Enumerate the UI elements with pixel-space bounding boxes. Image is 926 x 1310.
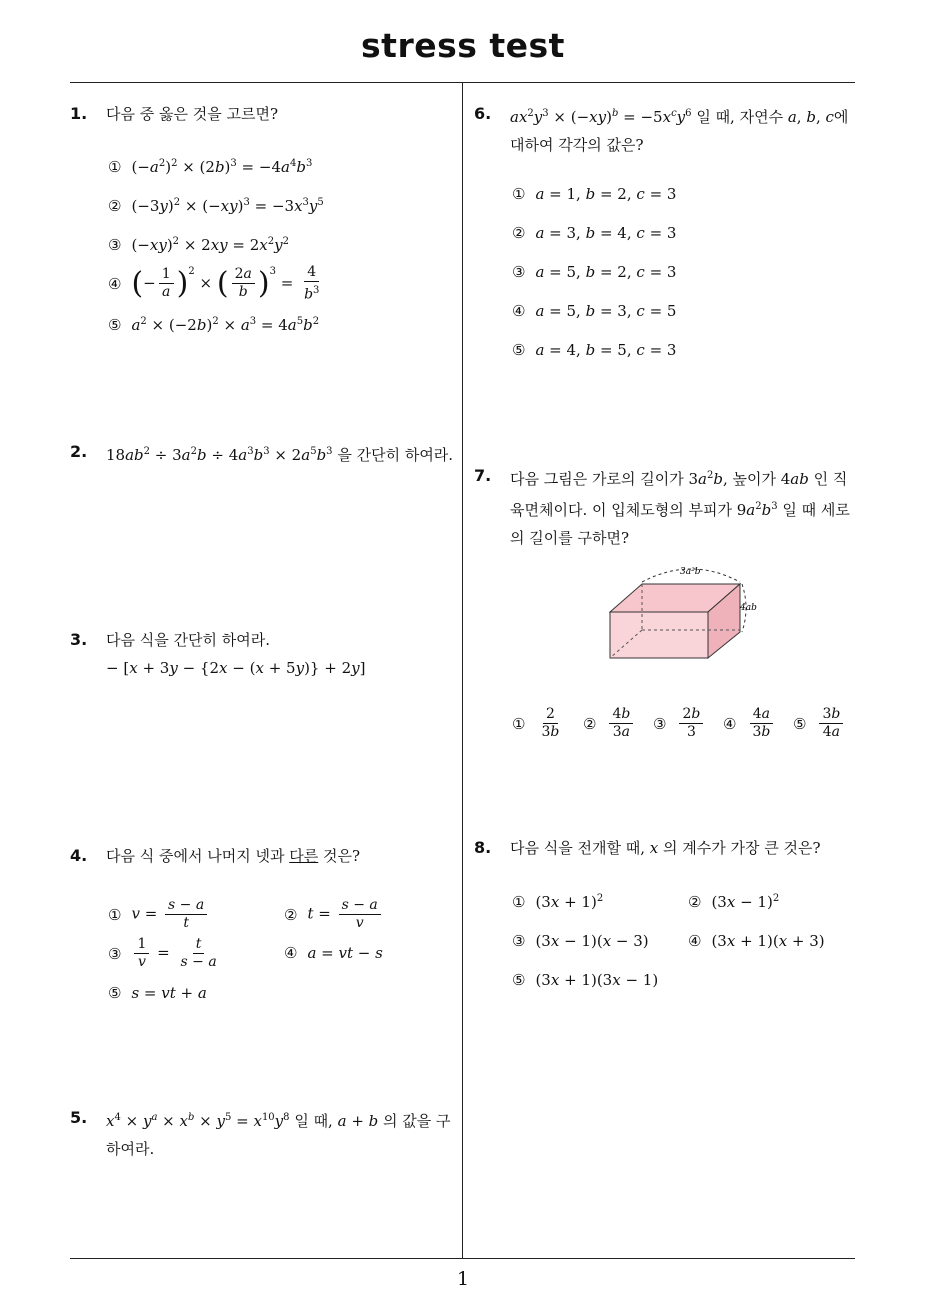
q6-option-2[interactable]: ② a = 3, b = 4, c = 3 (512, 224, 677, 242)
figure-label-length: 3a²b (680, 567, 701, 577)
q4-option-5[interactable]: ⑤ s = vt + a (108, 984, 207, 1002)
q6-option-3[interactable]: ③ a = 5, b = 2, c = 3 (512, 263, 677, 281)
question-number: 1. (70, 104, 88, 123)
question-number: 5. (70, 1108, 88, 1127)
page-title: stress test (361, 26, 565, 65)
figure-label-height: 4ab (740, 603, 757, 613)
q8-option-4[interactable]: ④ (3x + 1)(x + 3) (688, 932, 825, 950)
q4-option-3[interactable]: ③ $\frac{1}{v}$ = $\frac{t}{s - a}$ (108, 936, 217, 970)
question-stem: 다음 중 옳은 것을 고르면? (106, 105, 279, 123)
question-stem: $x^4 \times y^a \times x^b \times y^5 = x^{10}y^8$ 일 때, a + b 의 값을 구하여라. (106, 1112, 451, 1158)
column-divider (462, 83, 463, 1258)
question-stem: $ax^2y^3 \times (-xy)^b = -5x^cy^6$ 일 때, 자연수 a, b, c에 대하여 각각의 값은? (510, 108, 849, 154)
q7-option-3[interactable]: ③ $\frac{2b}{3}$ (653, 706, 706, 741)
question-stem: 다음 그림은 가로의 길이가 $3a^2b$, 높이가 4ab 인 직육면체이다. 이 입체도형의 부피가 $9a^2b^3$ 일 때 세로의 길이를 구하면? (510, 470, 850, 547)
q7-option-2[interactable]: ② $\frac{4b}{3a}$ (583, 706, 636, 741)
q1-option-1[interactable]: ① $(-a^2)^2 \times (2b)^3 = -4a^4b^3$ (108, 158, 313, 176)
question-stem: $18ab^2 \div 3a^2b \div 4a^3b^3 \times 2a^5b^3$ 을 간단히 하여라. (106, 446, 454, 464)
question-number: 8. (474, 838, 492, 857)
q7-option-5[interactable]: ⑤ $\frac{3b}{4a}$ (793, 706, 846, 741)
q1-option-4[interactable]: ④ (− $\frac{1}{a}$ )$^2$ × ( $\frac{2a}{b}$ )$^3$ = $\frac{4}{b^3}$ (108, 264, 320, 303)
q4-option-4[interactable]: ④ a = vt − s (284, 944, 383, 962)
question-number: 6. (474, 104, 492, 123)
q1-option-5[interactable]: ⑤ $a^2 \times (-2b)^2 \times a^3 = 4a^5b^2$ (108, 316, 320, 334)
question-number: 4. (70, 846, 88, 865)
question-number: 3. (70, 630, 88, 649)
q1-option-2[interactable]: ② $(-3y)^2 \times (-xy)^3 = -3x^3y^5$ (108, 197, 324, 215)
q8-option-3[interactable]: ③ (3x − 1)(x − 3) (512, 932, 649, 950)
q6-option-4[interactable]: ④ a = 5, b = 3, c = 5 (512, 302, 677, 320)
q6-option-5[interactable]: ⑤ a = 4, b = 5, c = 3 (512, 341, 677, 359)
q4-option-2[interactable]: ② t = $\frac{s - a}{v}$ (284, 897, 384, 932)
q4-option-1[interactable]: ① v = $\frac{s - a}{t}$ (108, 897, 210, 932)
question-stem: 다음 식을 간단히 하여라. (106, 631, 270, 649)
question-number: 7. (474, 466, 492, 485)
q8-option-1[interactable]: ① $(3x + 1)^2$ (512, 893, 604, 911)
question-expression: − [x + 3y − {2x − (x + 5y)} + 2y] (106, 659, 366, 677)
page-number: 1 (456, 1268, 470, 1290)
q8-option-2[interactable]: ② $(3x - 1)^2$ (688, 893, 780, 911)
bottom-rule (70, 1258, 855, 1259)
question-number: 2. (70, 442, 88, 461)
q7-option-4[interactable]: ④ $\frac{4a}{3b}$ (723, 706, 776, 741)
q8-option-5[interactable]: ⑤ (3x + 1)(3x − 1) (512, 971, 659, 989)
q6-option-1[interactable]: ① a = 1, b = 2, c = 3 (512, 185, 677, 203)
rectangular-prism-figure (600, 560, 770, 665)
question-stem: 다음 식 중에서 나머지 넷과 다른 것은? (106, 847, 361, 865)
q7-option-1[interactable]: ① $\frac{2}{3b}$ (512, 706, 560, 740)
q1-option-3[interactable]: ③ $(-xy)^2 \times 2xy = 2x^2y^2$ (108, 236, 289, 254)
question-stem: 다음 식을 전개할 때, x 의 계수가 가장 큰 것은? (510, 839, 821, 857)
